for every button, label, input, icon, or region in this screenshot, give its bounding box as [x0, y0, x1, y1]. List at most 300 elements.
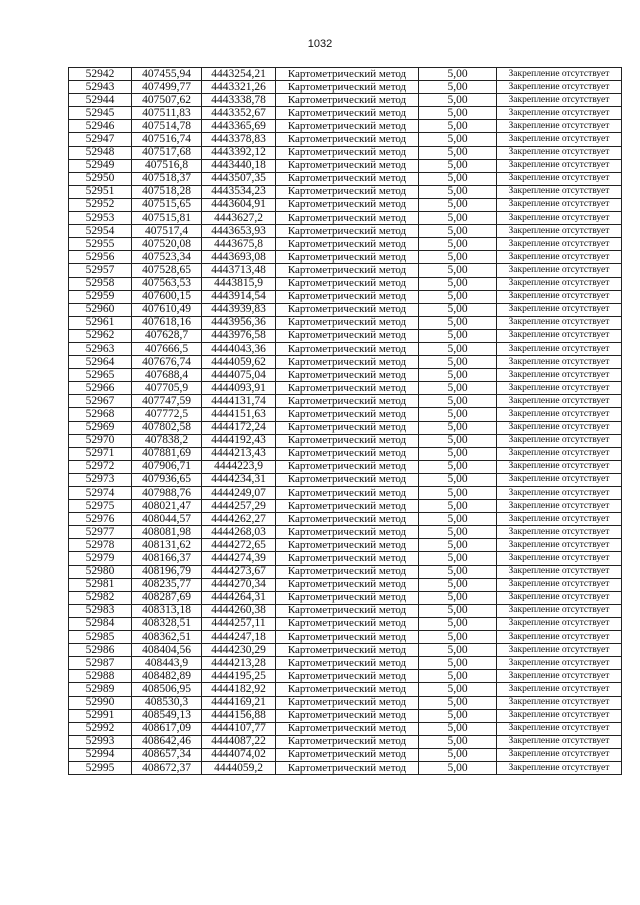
x-coordinate-cell: 408672,37: [132, 761, 202, 774]
x-coordinate-cell: 407772,5: [132, 408, 202, 421]
table-row: [69, 644, 622, 657]
y-coordinate-cell: 4444059,2: [202, 761, 276, 774]
point-number-cell: 52981: [69, 578, 132, 591]
method-cell: Картометрический метод: [276, 539, 419, 552]
accuracy-cell: 5,00: [419, 329, 497, 342]
fixing-cell: Закрепление отсутствует: [497, 94, 622, 107]
accuracy-cell: 5,00: [419, 657, 497, 670]
fixing-cell: Закрепление отсутствует: [497, 212, 622, 225]
fixing-cell: Закрепление отсутствует: [497, 722, 622, 735]
y-coordinate-cell: 4444151,63: [202, 408, 276, 421]
table-row: [69, 487, 622, 500]
y-coordinate-cell: 4444223,9: [202, 460, 276, 473]
x-coordinate-cell: 407705,9: [132, 382, 202, 395]
accuracy-cell: 5,00: [419, 159, 497, 172]
table-row: [69, 94, 622, 107]
accuracy-cell: 5,00: [419, 617, 497, 630]
point-number-cell: 52955: [69, 238, 132, 251]
x-coordinate-cell: 407906,71: [132, 460, 202, 473]
y-coordinate-cell: 4443627,2: [202, 212, 276, 225]
method-cell: Картометрический метод: [276, 617, 419, 630]
fixing-cell: Закрепление отсутствует: [497, 761, 622, 774]
method-cell: Картометрический метод: [276, 683, 419, 696]
fixing-cell: Закрепление отсутствует: [497, 526, 622, 539]
accuracy-cell: 5,00: [419, 473, 497, 486]
point-number-cell: 52947: [69, 133, 132, 146]
point-number-cell: 52991: [69, 709, 132, 722]
fixing-cell: Закрепление отсутствует: [497, 290, 622, 303]
x-coordinate-cell: 408235,77: [132, 578, 202, 591]
point-number-cell: 52972: [69, 460, 132, 473]
table-row: [69, 447, 622, 460]
accuracy-cell: 5,00: [419, 172, 497, 185]
fixing-cell: Закрепление отсутствует: [497, 683, 622, 696]
accuracy-cell: 5,00: [419, 460, 497, 473]
fixing-cell: Закрепление отсутствует: [497, 251, 622, 264]
y-coordinate-cell: 4443693,08: [202, 251, 276, 264]
accuracy-cell: 5,00: [419, 487, 497, 500]
y-coordinate-cell: 4444234,31: [202, 473, 276, 486]
y-coordinate-cell: 4443534,23: [202, 185, 276, 198]
accuracy-cell: 5,00: [419, 107, 497, 120]
accuracy-cell: 5,00: [419, 369, 497, 382]
fixing-cell: Закрепление отсутствует: [497, 500, 622, 513]
point-number-cell: 52995: [69, 761, 132, 774]
method-cell: Картометрический метод: [276, 644, 419, 657]
accuracy-cell: 5,00: [419, 578, 497, 591]
accuracy-cell: 5,00: [419, 238, 497, 251]
fixing-cell: Закрепление отсутствует: [497, 303, 622, 316]
table-row: [69, 539, 622, 552]
point-number-cell: 52985: [69, 631, 132, 644]
point-number-cell: 52979: [69, 552, 132, 565]
x-coordinate-cell: 407455,94: [132, 68, 202, 81]
x-coordinate-cell: 407802,58: [132, 421, 202, 434]
table-row: [69, 342, 622, 355]
fixing-cell: Закрепление отсутствует: [497, 264, 622, 277]
method-cell: Картометрический метод: [276, 356, 419, 369]
accuracy-cell: 5,00: [419, 500, 497, 513]
x-coordinate-cell: 408506,95: [132, 683, 202, 696]
y-coordinate-cell: 4444213,28: [202, 657, 276, 670]
x-coordinate-cell: 407936,65: [132, 473, 202, 486]
accuracy-cell: 5,00: [419, 342, 497, 355]
fixing-cell: Закрепление отсутствует: [497, 238, 622, 251]
accuracy-cell: 5,00: [419, 225, 497, 238]
x-coordinate-cell: 408081,98: [132, 526, 202, 539]
table-row: [69, 565, 622, 578]
method-cell: Картометрический метод: [276, 408, 419, 421]
x-coordinate-cell: 407520,08: [132, 238, 202, 251]
x-coordinate-cell: 407610,49: [132, 303, 202, 316]
method-cell: Картометрический метод: [276, 212, 419, 225]
y-coordinate-cell: 4444131,74: [202, 395, 276, 408]
accuracy-cell: 5,00: [419, 251, 497, 264]
point-number-cell: 52943: [69, 81, 132, 94]
y-coordinate-cell: 4444257,29: [202, 500, 276, 513]
method-cell: Картометрический метод: [276, 277, 419, 290]
fixing-cell: Закрепление отсутствует: [497, 552, 622, 565]
point-number-cell: 52978: [69, 539, 132, 552]
y-coordinate-cell: 4444270,34: [202, 578, 276, 591]
table-row: [69, 657, 622, 670]
x-coordinate-cell: 407628,7: [132, 329, 202, 342]
accuracy-cell: 5,00: [419, 604, 497, 617]
fixing-cell: Закрепление отсутствует: [497, 591, 622, 604]
table-row: [69, 303, 622, 316]
table-row: [69, 185, 622, 198]
y-coordinate-cell: 4444273,67: [202, 565, 276, 578]
point-number-cell: 52949: [69, 159, 132, 172]
table-row: [69, 500, 622, 513]
fixing-cell: Закрепление отсутствует: [497, 644, 622, 657]
table-row: [69, 473, 622, 486]
accuracy-cell: 5,00: [419, 185, 497, 198]
table-row: [69, 133, 622, 146]
method-cell: Картометрический метод: [276, 487, 419, 500]
table-row: [69, 434, 622, 447]
y-coordinate-cell: 4443352,67: [202, 107, 276, 120]
fixing-cell: Закрепление отсутствует: [497, 185, 622, 198]
x-coordinate-cell: 408328,51: [132, 617, 202, 630]
point-number-cell: 52970: [69, 434, 132, 447]
fixing-cell: Закрепление отсутствует: [497, 709, 622, 722]
y-coordinate-cell: 4444272,65: [202, 539, 276, 552]
point-number-cell: 52948: [69, 146, 132, 159]
point-number-cell: 52983: [69, 604, 132, 617]
accuracy-cell: 5,00: [419, 513, 497, 526]
fixing-cell: Закрепление отсутствует: [497, 565, 622, 578]
y-coordinate-cell: 4443956,36: [202, 316, 276, 329]
fixing-cell: Закрепление отсутствует: [497, 604, 622, 617]
accuracy-cell: 5,00: [419, 264, 497, 277]
x-coordinate-cell: 407600,15: [132, 290, 202, 303]
method-cell: Картометрический метод: [276, 81, 419, 94]
point-number-cell: 52942: [69, 68, 132, 81]
fixing-cell: Закрепление отсутствует: [497, 81, 622, 94]
table-row: [69, 68, 622, 81]
point-number-cell: 52992: [69, 722, 132, 735]
table-row: [69, 631, 622, 644]
y-coordinate-cell: 4444074,02: [202, 748, 276, 761]
table-row: [69, 225, 622, 238]
x-coordinate-cell: 407515,65: [132, 198, 202, 211]
y-coordinate-cell: 4443365,69: [202, 120, 276, 133]
method-cell: Картометрический метод: [276, 329, 419, 342]
fixing-cell: Закрепление отсутствует: [497, 369, 622, 382]
x-coordinate-cell: 408482,89: [132, 670, 202, 683]
method-cell: Картометрический метод: [276, 604, 419, 617]
fixing-cell: Закрепление отсутствует: [497, 159, 622, 172]
fixing-cell: Закрепление отсутствует: [497, 631, 622, 644]
fixing-cell: Закрепление отсутствует: [497, 748, 622, 761]
accuracy-cell: 5,00: [419, 631, 497, 644]
method-cell: Картометрический метод: [276, 696, 419, 709]
point-number-cell: 52946: [69, 120, 132, 133]
x-coordinate-cell: 407528,65: [132, 264, 202, 277]
method-cell: Картометрический метод: [276, 68, 419, 81]
point-number-cell: 52956: [69, 251, 132, 264]
x-coordinate-cell: 408044,57: [132, 513, 202, 526]
fixing-cell: Закрепление отсутствует: [497, 513, 622, 526]
table-row: [69, 329, 622, 342]
fixing-cell: Закрепление отсутствует: [497, 68, 622, 81]
accuracy-cell: 5,00: [419, 68, 497, 81]
table-row: [69, 251, 622, 264]
x-coordinate-cell: 407511,83: [132, 107, 202, 120]
point-number-cell: 52951: [69, 185, 132, 198]
table-row: [69, 696, 622, 709]
point-number-cell: 52963: [69, 342, 132, 355]
point-number-cell: 52961: [69, 316, 132, 329]
y-coordinate-cell: 4444264,31: [202, 591, 276, 604]
x-coordinate-cell: 408166,37: [132, 552, 202, 565]
x-coordinate-cell: 407523,34: [132, 251, 202, 264]
accuracy-cell: 5,00: [419, 539, 497, 552]
y-coordinate-cell: 4443653,93: [202, 225, 276, 238]
table-row: [69, 460, 622, 473]
y-coordinate-cell: 4444274,39: [202, 552, 276, 565]
x-coordinate-cell: 408021,47: [132, 500, 202, 513]
point-number-cell: 52971: [69, 447, 132, 460]
point-number-cell: 52973: [69, 473, 132, 486]
method-cell: Картометрический метод: [276, 316, 419, 329]
x-coordinate-cell: 408313,18: [132, 604, 202, 617]
fixing-cell: Закрепление отсутствует: [497, 408, 622, 421]
table-row: [69, 81, 622, 94]
table-row: [69, 670, 622, 683]
table-row: [69, 709, 622, 722]
method-cell: Картометрический метод: [276, 238, 419, 251]
point-number-cell: 52962: [69, 329, 132, 342]
y-coordinate-cell: 4444169,21: [202, 696, 276, 709]
table-row: [69, 120, 622, 133]
accuracy-cell: 5,00: [419, 303, 497, 316]
y-coordinate-cell: 4444075,04: [202, 369, 276, 382]
x-coordinate-cell: 407518,37: [132, 172, 202, 185]
y-coordinate-cell: 4444195,25: [202, 670, 276, 683]
point-number-cell: 52994: [69, 748, 132, 761]
method-cell: Картометрический метод: [276, 500, 419, 513]
table-row: [69, 683, 622, 696]
x-coordinate-cell: 407499,77: [132, 81, 202, 94]
accuracy-cell: 5,00: [419, 591, 497, 604]
point-number-cell: 52965: [69, 369, 132, 382]
point-number-cell: 52953: [69, 212, 132, 225]
y-coordinate-cell: 4443914,54: [202, 290, 276, 303]
x-coordinate-cell: 407507,62: [132, 94, 202, 107]
table-row: [69, 591, 622, 604]
table-row: [69, 421, 622, 434]
x-coordinate-cell: 407514,78: [132, 120, 202, 133]
accuracy-cell: 5,00: [419, 565, 497, 578]
method-cell: Картометрический метод: [276, 657, 419, 670]
table-body: [69, 68, 622, 775]
fixing-cell: Закрепление отсутствует: [497, 460, 622, 473]
x-coordinate-cell: 408549,13: [132, 709, 202, 722]
fixing-cell: Закрепление отсутствует: [497, 696, 622, 709]
x-coordinate-cell: 407747,59: [132, 395, 202, 408]
point-number-cell: 52974: [69, 487, 132, 500]
table-row: [69, 513, 622, 526]
y-coordinate-cell: 4443338,78: [202, 94, 276, 107]
table-row: [69, 238, 622, 251]
table-row: [69, 761, 622, 774]
method-cell: Картометрический метод: [276, 172, 419, 185]
accuracy-cell: 5,00: [419, 290, 497, 303]
method-cell: Картометрический метод: [276, 198, 419, 211]
accuracy-cell: 5,00: [419, 94, 497, 107]
method-cell: Картометрический метод: [276, 526, 419, 539]
y-coordinate-cell: 4443939,83: [202, 303, 276, 316]
y-coordinate-cell: 4444268,03: [202, 526, 276, 539]
fixing-cell: Закрепление отсутствует: [497, 487, 622, 500]
accuracy-cell: 5,00: [419, 552, 497, 565]
table-row: [69, 552, 622, 565]
point-number-cell: 52989: [69, 683, 132, 696]
fixing-cell: Закрепление отсутствует: [497, 356, 622, 369]
accuracy-cell: 5,00: [419, 408, 497, 421]
accuracy-cell: 5,00: [419, 277, 497, 290]
method-cell: Картометрический метод: [276, 513, 419, 526]
method-cell: Картометрический метод: [276, 460, 419, 473]
accuracy-cell: 5,00: [419, 146, 497, 159]
fixing-cell: Закрепление отсутствует: [497, 395, 622, 408]
method-cell: Картометрический метод: [276, 591, 419, 604]
accuracy-cell: 5,00: [419, 447, 497, 460]
x-coordinate-cell: 407518,28: [132, 185, 202, 198]
fixing-cell: Закрепление отсутствует: [497, 578, 622, 591]
fixing-cell: Закрепление отсутствует: [497, 107, 622, 120]
accuracy-cell: 5,00: [419, 421, 497, 434]
table-row: [69, 146, 622, 159]
method-cell: Картометрический метод: [276, 578, 419, 591]
x-coordinate-cell: 407517,4: [132, 225, 202, 238]
point-number-cell: 52988: [69, 670, 132, 683]
point-number-cell: 52967: [69, 395, 132, 408]
accuracy-cell: 5,00: [419, 133, 497, 146]
y-coordinate-cell: 4444093,91: [202, 382, 276, 395]
x-coordinate-cell: 408196,79: [132, 565, 202, 578]
table-row: [69, 408, 622, 421]
table-row: [69, 526, 622, 539]
y-coordinate-cell: 4443713,48: [202, 264, 276, 277]
accuracy-cell: 5,00: [419, 382, 497, 395]
boundary-points-table: [68, 67, 622, 775]
method-cell: Картометрический метод: [276, 264, 419, 277]
point-number-cell: 52984: [69, 617, 132, 630]
method-cell: Картометрический метод: [276, 748, 419, 761]
method-cell: Картометрический метод: [276, 565, 419, 578]
point-number-cell: 52957: [69, 264, 132, 277]
accuracy-cell: 5,00: [419, 709, 497, 722]
method-cell: Картометрический метод: [276, 631, 419, 644]
accuracy-cell: 5,00: [419, 434, 497, 447]
x-coordinate-cell: 408657,34: [132, 748, 202, 761]
x-coordinate-cell: 407516,8: [132, 159, 202, 172]
method-cell: Картометрический метод: [276, 434, 419, 447]
fixing-cell: Закрепление отсутствует: [497, 329, 622, 342]
table-row: [69, 159, 622, 172]
point-number-cell: 52975: [69, 500, 132, 513]
table-row: [69, 748, 622, 761]
y-coordinate-cell: 4444213,43: [202, 447, 276, 460]
table-row: [69, 290, 622, 303]
x-coordinate-cell: 407988,76: [132, 487, 202, 500]
table-row: [69, 172, 622, 185]
y-coordinate-cell: 4444182,92: [202, 683, 276, 696]
point-number-cell: 52980: [69, 565, 132, 578]
point-number-cell: 52986: [69, 644, 132, 657]
fixing-cell: Закрепление отсутствует: [497, 617, 622, 630]
method-cell: Картометрический метод: [276, 159, 419, 172]
method-cell: Картометрический метод: [276, 447, 419, 460]
method-cell: Картометрический метод: [276, 107, 419, 120]
x-coordinate-cell: 408443,9: [132, 657, 202, 670]
y-coordinate-cell: 4443675,8: [202, 238, 276, 251]
accuracy-cell: 5,00: [419, 212, 497, 225]
x-coordinate-cell: 408131,62: [132, 539, 202, 552]
fixing-cell: Закрепление отсутствует: [497, 539, 622, 552]
fixing-cell: Закрепление отсутствует: [497, 316, 622, 329]
fixing-cell: Закрепление отсутствует: [497, 382, 622, 395]
fixing-cell: Закрепление отсутствует: [497, 120, 622, 133]
accuracy-cell: 5,00: [419, 526, 497, 539]
y-coordinate-cell: 4444230,29: [202, 644, 276, 657]
x-coordinate-cell: 407838,2: [132, 434, 202, 447]
x-coordinate-cell: 408617,09: [132, 722, 202, 735]
x-coordinate-cell: 407563,53: [132, 277, 202, 290]
point-number-cell: 52959: [69, 290, 132, 303]
table-row: [69, 316, 622, 329]
accuracy-cell: 5,00: [419, 735, 497, 748]
method-cell: Картометрический метод: [276, 251, 419, 264]
fixing-cell: Закрепление отсутствует: [497, 473, 622, 486]
fixing-cell: Закрепление отсутствует: [497, 198, 622, 211]
method-cell: Картометрический метод: [276, 735, 419, 748]
y-coordinate-cell: 4443604,91: [202, 198, 276, 211]
accuracy-cell: 5,00: [419, 748, 497, 761]
accuracy-cell: 5,00: [419, 316, 497, 329]
accuracy-cell: 5,00: [419, 81, 497, 94]
accuracy-cell: 5,00: [419, 761, 497, 774]
y-coordinate-cell: 4444249,07: [202, 487, 276, 500]
y-coordinate-cell: 4443392,12: [202, 146, 276, 159]
point-number-cell: 52952: [69, 198, 132, 211]
y-coordinate-cell: 4444156,88: [202, 709, 276, 722]
y-coordinate-cell: 4443254,21: [202, 68, 276, 81]
y-coordinate-cell: 4443321,26: [202, 81, 276, 94]
method-cell: Картометрический метод: [276, 722, 419, 735]
y-coordinate-cell: 4444262,27: [202, 513, 276, 526]
method-cell: Картометрический метод: [276, 185, 419, 198]
method-cell: Картометрический метод: [276, 473, 419, 486]
fixing-cell: Закрепление отсутствует: [497, 434, 622, 447]
fixing-cell: Закрепление отсутствует: [497, 133, 622, 146]
method-cell: Картометрический метод: [276, 552, 419, 565]
table-row: [69, 578, 622, 591]
method-cell: Картометрический метод: [276, 761, 419, 774]
x-coordinate-cell: 407881,69: [132, 447, 202, 460]
table-row: [69, 617, 622, 630]
accuracy-cell: 5,00: [419, 356, 497, 369]
method-cell: Картометрический метод: [276, 303, 419, 316]
accuracy-cell: 5,00: [419, 198, 497, 211]
table-row: [69, 382, 622, 395]
table-row: [69, 212, 622, 225]
point-number-cell: 52944: [69, 94, 132, 107]
x-coordinate-cell: 407688,4: [132, 369, 202, 382]
